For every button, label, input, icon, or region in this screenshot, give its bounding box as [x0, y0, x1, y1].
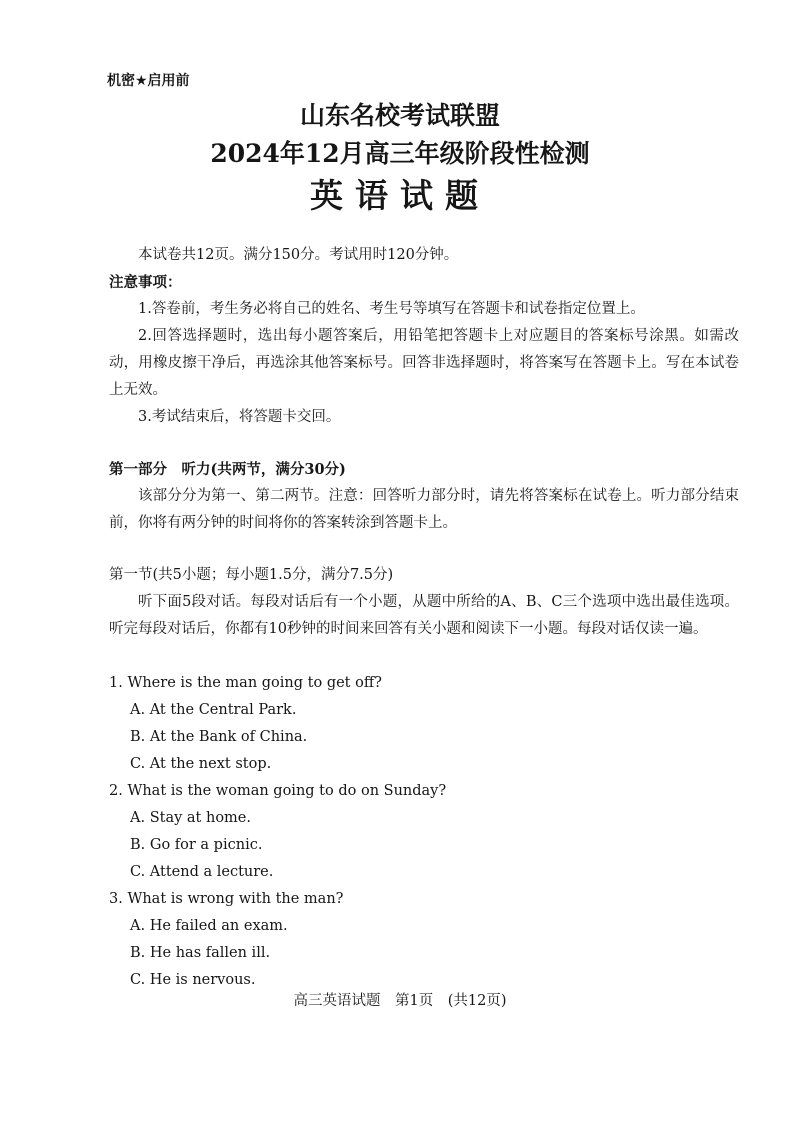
- exam-date-title: 2024年12月高三年级阶段性检测: [210, 139, 590, 168]
- question-3-option-b: B. He has fallen ill.: [130, 945, 271, 961]
- question-1-option-b: B. At the Bank of China.: [130, 729, 308, 745]
- question-3-option-a: A. He failed an exam.: [130, 918, 288, 934]
- part1-description: 该部分分为第一、第二两节。注意：回答听力部分时，请先将答案标在试卷上。听力部分结束前，你将有两分钟的时间将你的答案转涂到答题卡上。: [109, 488, 739, 531]
- question-1-option-a: A. At the Central Park.: [130, 702, 297, 718]
- note-item-1: 1.答卷前，考生务必将自己的姓名、考生号等填写在答题卡和试卷指定位置上。: [138, 301, 645, 317]
- subject-title: 英语试题: [310, 176, 490, 215]
- note-item-3: 3.考试结束后，将答题卡交回。: [138, 409, 341, 425]
- page-footer: 高三英语试题 第1页 (共12页): [293, 993, 507, 1009]
- question-2-option-b: B. Go for a picnic.: [130, 837, 263, 853]
- note-item-2: 2.回答选择题时，选出每小题答案后，用铅笔把答题卡上对应题目的答案标号涂黑。如需改动，用橡皮擦干净后，再选涂其他答案标号。回答非选择题时，将答案写在答题卡上。写在本试卷上无效。: [109, 328, 739, 398]
- question-1-stem: 1. Where is the man going to get off?: [109, 675, 382, 691]
- question-1-option-c: C. At the next stop.: [130, 756, 272, 772]
- part1-heading: 第一部分 听力(共两节，满分30分): [109, 461, 346, 478]
- section1-description: 听下面5段对话。每段对话后有一个小题，从题中所给的A、B、C三个选项中选出最佳选项。听完每段对话后，你都有10秒钟的时间来回答有关小题和阅读下一小题。每段对话仅读一遍。: [109, 594, 739, 637]
- exam-intro: 本试卷共12页。满分150分。考试用时120分钟。: [138, 247, 459, 263]
- confidential-label: 机密★启用前: [107, 73, 190, 89]
- question-2-stem: 2. What is the woman going to do on Sunday?: [109, 783, 447, 799]
- section1-heading: 第一节(共5小题；每小题1.5分，满分7.5分): [109, 567, 394, 583]
- exam-union-title: 山东名校考试联盟: [299, 101, 500, 130]
- question-2-option-a: A. Stay at home.: [130, 810, 251, 826]
- question-2-option-c: C. Attend a lecture.: [130, 864, 274, 880]
- question-3-stem: 3. What is wrong with the man?: [109, 891, 344, 907]
- notes-heading: 注意事项：: [109, 274, 182, 291]
- question-3-option-c: C. He is nervous.: [130, 972, 256, 988]
